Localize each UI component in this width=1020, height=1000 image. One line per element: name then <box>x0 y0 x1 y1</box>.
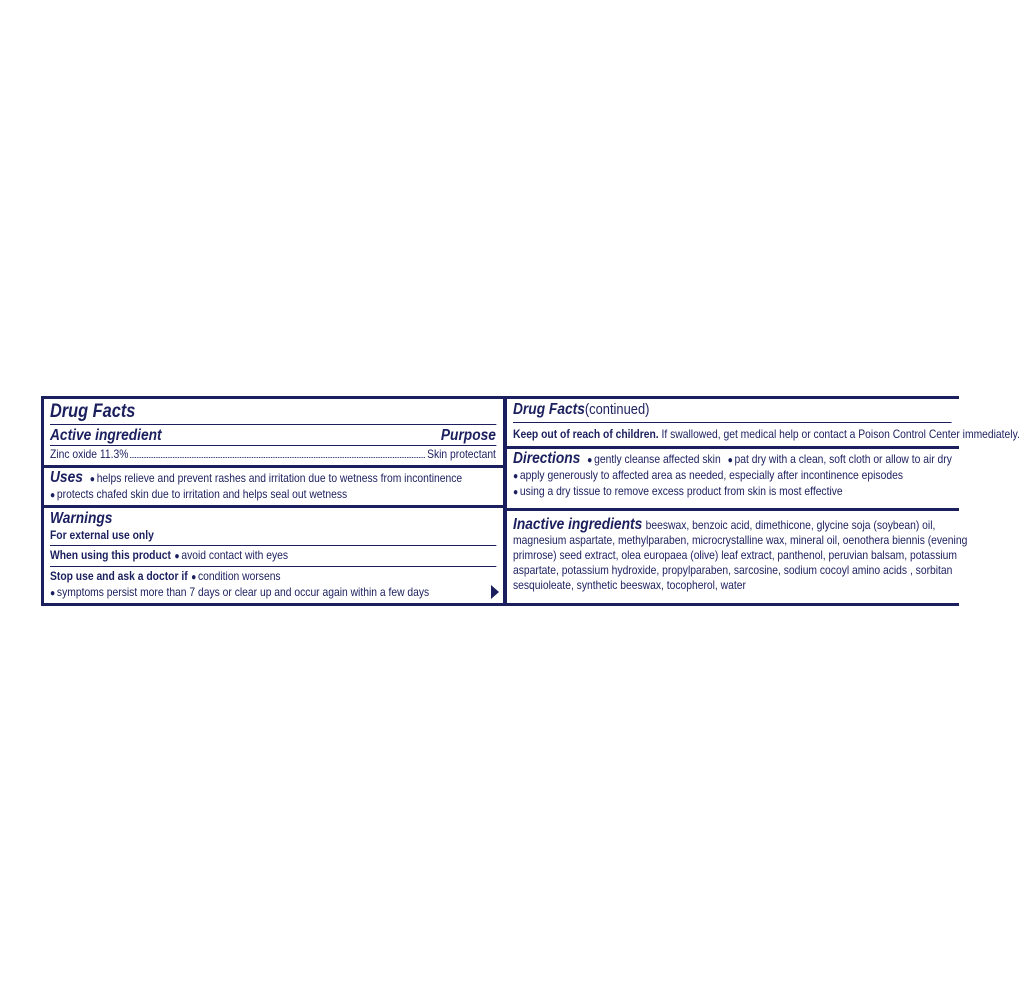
bullet-icon: ● <box>50 588 56 599</box>
uses-heading: Uses <box>50 469 83 486</box>
when-using-label: When using this product <box>50 548 171 562</box>
bullet-icon: ● <box>513 487 519 498</box>
uses-item: helps relieve and prevent rashes and irritation due to wetness from incontinence <box>96 471 463 485</box>
active-ingredient-box <box>44 399 503 465</box>
bullet-icon: ● <box>727 455 733 466</box>
inactive-ingredients-line: sesquioleate, synthetic beeswax, tocopherol, water <box>513 578 746 592</box>
inactive-ingredients-box <box>507 511 968 603</box>
external-use-text: For external use only <box>50 528 496 546</box>
drug-facts-label <box>41 396 1020 606</box>
purpose-heading: Purpose <box>440 427 496 444</box>
leader-dots <box>130 457 425 458</box>
continued-suffix: (continued) <box>584 401 650 418</box>
directions-box <box>507 449 959 508</box>
uses-box <box>44 468 503 505</box>
active-ingredient-heading: Active ingredient <box>50 427 162 444</box>
bullet-icon: ● <box>174 551 180 562</box>
drug-facts-title: Drug Facts <box>50 401 496 425</box>
right-panel <box>507 399 1020 603</box>
directions-item: gently cleanse affected skin <box>594 452 721 466</box>
inactive-ingredients-heading: Inactive ingredients <box>513 516 643 533</box>
drug-facts-continued-title: Drug Facts <box>513 401 585 418</box>
directions-item: pat dry with a clean, soft cloth or allow to air dry <box>734 452 952 466</box>
directions-heading: Directions <box>513 450 581 467</box>
bullet-icon: ● <box>191 572 197 583</box>
keep-out-label: Keep out of reach of children. <box>513 427 659 441</box>
left-panel <box>44 399 503 603</box>
inactive-ingredients-line: aspartate, potassium hydroxide, propylparaben, sarcosine, sodium cocoyl amino acids , sorbitan <box>513 563 953 577</box>
stop-use-item: symptoms persist more than 7 days or clear up and occur again within a few days <box>56 585 430 599</box>
directions-item: using a dry tissue to remove excess product from skin is most effective <box>519 484 843 498</box>
warnings-heading: Warnings <box>50 510 113 527</box>
continue-arrow-icon <box>491 585 499 599</box>
bullet-icon: ● <box>513 471 519 482</box>
bullet-icon: ● <box>89 474 95 485</box>
keep-out-text: If swallowed, get medical help or contact a Poison Control Center immediately. <box>661 427 1020 441</box>
uses-item: protects chafed skin due to irritation and helps seal out wetness <box>56 487 348 501</box>
keep-out-box <box>507 399 1020 446</box>
stop-use-item: condition worsens <box>197 569 281 583</box>
stop-use-label: Stop use and ask a doctor if <box>50 569 188 583</box>
active-ingredient-name: Zinc oxide 11.3% <box>50 447 129 461</box>
bullet-icon: ● <box>587 455 593 466</box>
purpose-value: Skin protectant <box>427 447 496 461</box>
inactive-ingredients-line: beeswax, benzoic acid, dimethicone, glycine soja (soybean) oil, <box>645 518 936 532</box>
inactive-ingredients-line: primrose) seed extract, olea europaea (olive) leaf extract, panthenol, peruvian balsam, potassium <box>513 548 958 562</box>
inactive-ingredients-line: magnesium aspartate, methylparaben, microcrystalline wax, mineral oil, oenothera biennis (evening <box>513 533 968 547</box>
warnings-box <box>44 508 503 603</box>
when-using-item: avoid contact with eyes <box>181 548 289 562</box>
directions-item: apply generously to affected area as needed, especially after incontinence episodes <box>519 468 903 482</box>
bullet-icon: ● <box>50 490 56 501</box>
